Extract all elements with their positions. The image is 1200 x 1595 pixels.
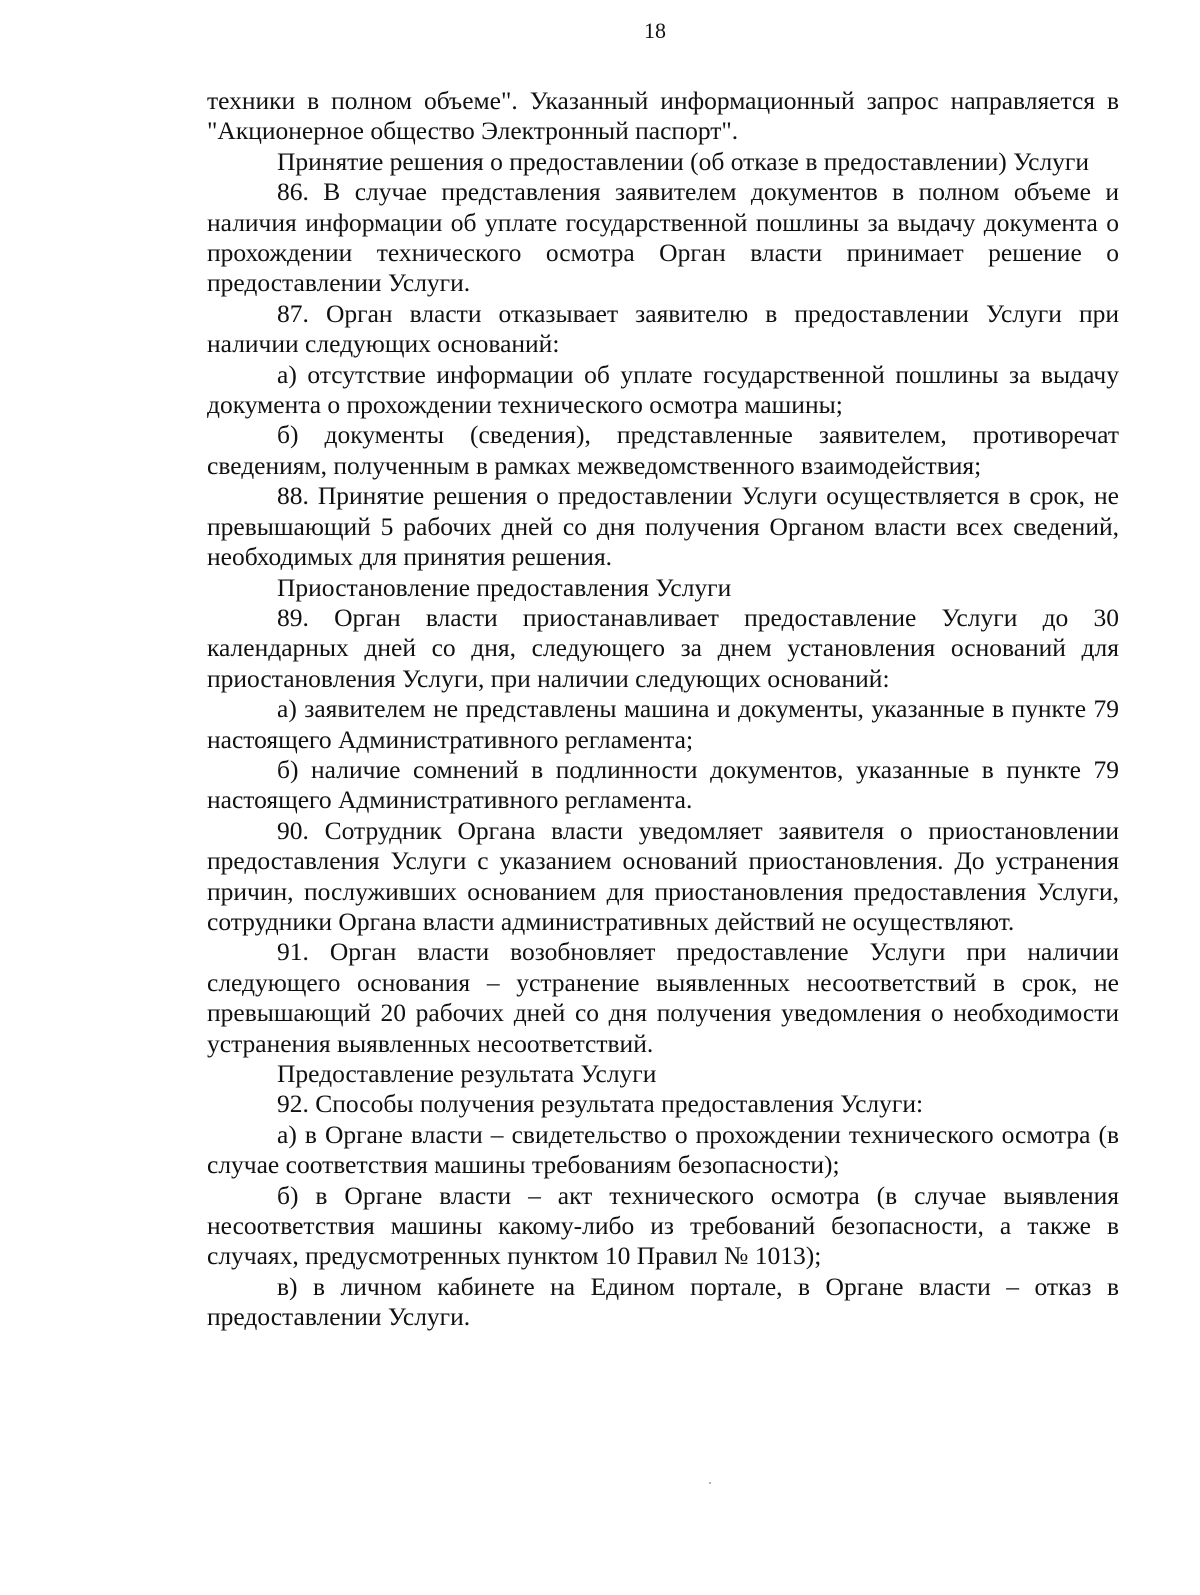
paragraph-continuation: техники в полном объеме". Указанный информационный запрос направляется в "Акционерное общество Электронный паспорт". [207, 86, 1119, 146]
document-body [207, 86, 1119, 1333]
paragraph-88: 88. Принятие решения о предоставлении Услуги осуществляется в срок, не превышающий 5 рабочих дней со дня получения Органом власти всех сведений, необходимых для принятия решения. [207, 481, 1119, 572]
paragraph-89: 89. Орган власти приостанавливает предоставление Услуги до 30 календарных дней со дня, следующего за днем установления оснований для приостановления Услуги, при наличии следующих оснований: [207, 602, 1119, 693]
paragraph-87: 87. Орган власти отказывает заявителю в предоставлении Услуги при наличии следующих оснований: [207, 298, 1119, 359]
section-heading-result: Предоставление результата Услуги [277, 1059, 657, 1088]
paragraph-87-a: а) отсутствие информации об уплате государственной пошлины за выдачу документа о прохождении технического осмотра машины; [207, 359, 1119, 420]
section-heading-suspension: Приостановление предоставления Услуги [277, 572, 732, 602]
paragraph-87-b: б) документы (сведения), представленные заявителем, противоречат сведениям, полученным в рамках межведомственного взаимодействия; [207, 420, 1119, 480]
paragraph-92: 92. Способы получения результата предоставления Услуги: [277, 1089, 924, 1119]
paragraph-89-a: а) заявителем не представлены машина и документы, указанные в пункте 79 настоящего Административного регламента; [207, 694, 1119, 754]
page-number: 18 [644, 18, 666, 43]
section-heading-decision: Принятие решения о предоставлении (об отказе в предоставлении) Услуги [277, 146, 1090, 176]
paragraph-92-c: в) в личном кабинете на Едином портале, в Органе власти – отказ в предоставлении Услуги. [207, 1271, 1119, 1332]
paragraph-89-b: б) наличие сомнений в подлинности документов, указанные в пункте 79 настоящего Административного регламента. [207, 754, 1119, 815]
paragraph-91: 91. Орган власти возобновляет предоставление Услуги при наличии следующего основания – устранение выявленных несоответствий в срок, не превышающий 20 рабочих дней со дня получения уведомления о необходимости устранения выявленных несоответствий. [207, 937, 1119, 1058]
paragraph-86: 86. В случае представления заявителем документов в полном объеме и наличия информации об уплате государственной пошлины за выдачу документа о прохождении технического осмотра Орган власти принимает решение о предоставлении Услуги. [207, 177, 1119, 298]
paragraph-92-a: а) в Органе власти – свидетельство о прохождении технического осмотра (в случае соответствия машины требованиям безопасности); [207, 1119, 1119, 1180]
paragraph-90: 90. Сотрудник Органа власти уведомляет заявителя о приостановлении предоставления Услуги с указанием оснований приостановления. До устранения причин, послуживших основанием для приостановления предоставления Услуги, сотрудники Органа власти административных действий не осуществляют. [207, 815, 1119, 936]
scan-speck [709, 1482, 711, 1484]
paragraph-92-b: б) в Органе власти – акт технического осмотра (в случае выявления несоответствия машины какому-либо из требований безопасности, а также в случаях, предусмотренных пунктом 10 Правил № 1013); [207, 1180, 1119, 1271]
